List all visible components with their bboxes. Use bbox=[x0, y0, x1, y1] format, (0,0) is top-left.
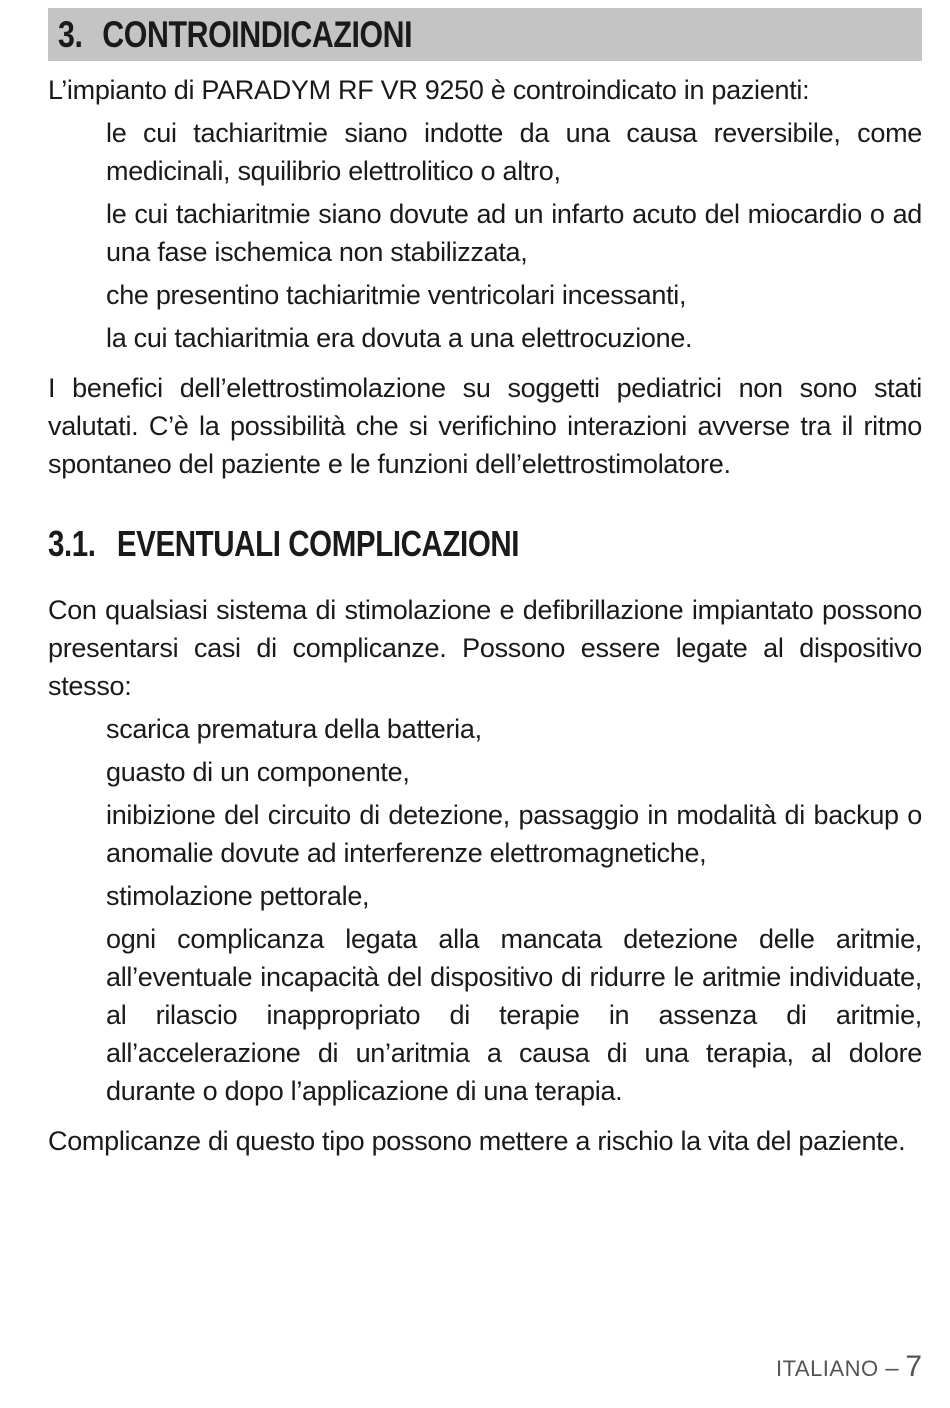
page-footer bbox=[776, 1350, 922, 1384]
subsection-heading bbox=[48, 523, 922, 565]
list-item: inibizione del circuito di detezione, passaggio in modalità di backup o anomalie dovute ad interferenze elettromagnetiche, bbox=[106, 800, 922, 868]
list-item: stimolazione pettorale, bbox=[106, 881, 370, 911]
section-heading bbox=[58, 14, 412, 56]
list-item: guasto di un componente, bbox=[106, 757, 410, 787]
subsection-intro: Con qualsiasi sistema di stimolazione e defibrillazione impiantato possono presentarsi casi di complicanze. Possono essere legate al dispositivo stesso: bbox=[48, 595, 922, 701]
list-item: scarica prematura della batteria, bbox=[106, 714, 482, 744]
subsection-title: EVENTUALI COMPLICAZIONI bbox=[116, 523, 520, 564]
section-closing: I benefici dell’elettrostimolazione su soggetti pediatrici non sono stati valutati. C’è la possibilità che si verifichino interazioni avverse tra il ritmo spontaneo del paziente e le funzioni dell’elettrostimolatore. bbox=[48, 373, 922, 479]
page-number: 7 bbox=[905, 1350, 922, 1383]
complication-list bbox=[48, 710, 922, 1110]
section-title: CONTROINDICAZIONI bbox=[102, 13, 413, 55]
section-number: 3. bbox=[58, 13, 83, 55]
list-item: le cui tachiaritmie siano indotte da una causa reversibile, come medicinali, squilibrio elettrolitico o altro, bbox=[106, 118, 922, 186]
list-item: la cui tachiaritmia era dovuta a una elettrocuzione. bbox=[106, 323, 693, 353]
contraindication-list bbox=[48, 114, 922, 357]
list-item: le cui tachiaritmie siano dovute ad un infarto acuto del miocardio o ad una fase ischemica non stabilizzata, bbox=[106, 199, 922, 267]
subsection-closing: Complicanze di questo tipo possono mettere a rischio la vita del paziente. bbox=[48, 1126, 906, 1156]
section-header bbox=[48, 8, 922, 61]
list-item: che presentino tachiaritmie ventricolari incessanti, bbox=[106, 280, 687, 310]
document-page bbox=[48, 8, 922, 1160]
footer-language: ITALIANO bbox=[775, 1356, 879, 1381]
section-intro: L’impianto di PARADYM RF VR 9250 è controindicato in pazienti: bbox=[48, 75, 810, 105]
subsection-number: 3.1. bbox=[48, 523, 96, 564]
footer-separator: – bbox=[885, 1355, 899, 1382]
list-item: ogni complicanza legata alla mancata detezione delle aritmie, all’eventuale incapacità del dispositivo di ridurre le aritmie individuate, al rilascio inappropriato di terapie in assenza di aritmie, all’accelerazione di un’aritmia a causa di una terapia, al dolore durante o dopo l’applicazione di una terapia. bbox=[106, 924, 922, 1106]
